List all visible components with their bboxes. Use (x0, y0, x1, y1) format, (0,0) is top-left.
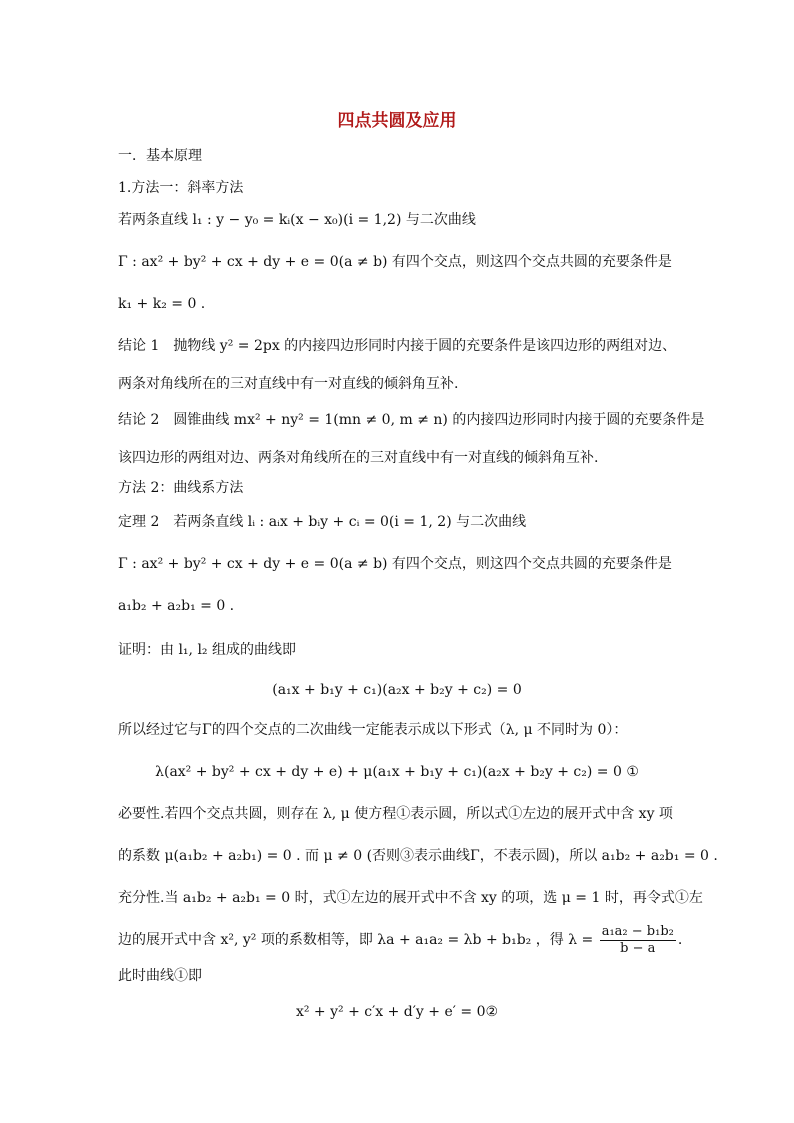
fraction-denominator: b − a (620, 940, 656, 956)
method2-heading: 方法 2：曲线系方法 (118, 480, 244, 496)
theorem2-line1: 定理 2 若两条直线 lᵢ : aᵢx + bᵢy + cᵢ = 0(i = 1, 2) 与二次曲线 (118, 514, 527, 530)
sufficiency-line2 (118, 922, 682, 958)
method1-line1: 若两条直线 l₁ : y − y₀ = kᵢ(x − x₀)(i = 1,2) 与二次曲线 (118, 212, 476, 228)
conclusion2-line1: 结论 2 圆锥曲线 mx² + ny² = 1(mn ≠ 0, m ≠ n) 的内接四边形同时内接于圆的充要条件是 (118, 412, 705, 428)
necessity-line2: 的系数 μ(a₁b₂ + a₂b₁) = 0 . 而 μ ≠ 0 (否则③表示曲线Γ，不表示圆)，所以 a₁b₂ + a₂b₁ = 0 . (118, 848, 718, 864)
conclusion2-line2: 该四边形的两组对边、两条对角线所在的三对直线中有一对直线的倾斜角互补. (118, 450, 599, 466)
method1-line2: Γ : ax² + by² + cx + dy + e = 0(a ≠ b) 有四个交点，则这四个交点共圆的充要条件是 (118, 254, 672, 270)
lambda-fraction (600, 924, 676, 957)
equation-curve-family: λ(ax² + by² + cx + dy + e) + μ(a₁x + b₁y + c₁)(a₂x + b₂y + c₂) = 0 ① (155, 764, 639, 780)
fraction-numerator: a₁a₂ − b₁b₂ (601, 923, 674, 939)
page-title: 四点共圆及应用 (337, 111, 457, 131)
equation-lines-product: (a₁x + b₁y + c₁)(a₂x + b₂y + c₂) = 0 (272, 682, 522, 698)
proof-line1: 证明：由 l₁, l₂ 组成的曲线即 (118, 642, 296, 658)
section-heading-basic-principles: 一．基本原理 (118, 148, 202, 164)
method1-line3: k₁ + k₂ = 0 . (118, 296, 206, 312)
proof-line2: 所以经过它与Γ的四个交点的二次曲线一定能表示成以下形式（λ, μ 不同时为 0）： (118, 722, 628, 738)
theorem2-line3: a₁b₂ + a₂b₁ = 0 . (118, 598, 235, 614)
conclusion1-line1: 结论 1 抛物线 y² = 2px 的内接四边形同时内接于圆的充要条件是该四边形的两组对边、 (118, 338, 677, 354)
equation-circle: x² + y² + c′x + d′y + e′ = 0② (295, 1004, 499, 1020)
sufficiency-line2-end: . (677, 932, 683, 948)
theorem2-line2: Γ : ax² + by² + cx + dy + e = 0(a ≠ b) 有四个交点，则这四个交点共圆的充要条件是 (118, 556, 672, 572)
sufficiency-line1: 充分性.当 a₁b₂ + a₂b₁ = 0 时，式①左边的展开式中不含 xy 的项，选 μ = 1 时，再令式①左 (118, 890, 703, 906)
necessity-line1: 必要性.若四个交点共圆，则存在 λ, μ 使方程①表示圆，所以式①左边的展开式中含 xy 项 (118, 806, 673, 822)
then-line: 此时曲线①即 (118, 968, 202, 984)
conclusion1-line2: 两条对角线所在的三对直线中有一对直线的倾斜角互补. (118, 376, 459, 392)
sufficiency-line2-text: 边的展开式中含 x², y² 项的系数相等，即 λa + a₁a₂ = λb + b₁b₂ ，得 λ = (118, 932, 594, 948)
method1-heading: 1.方法一：斜率方法 (118, 180, 244, 196)
